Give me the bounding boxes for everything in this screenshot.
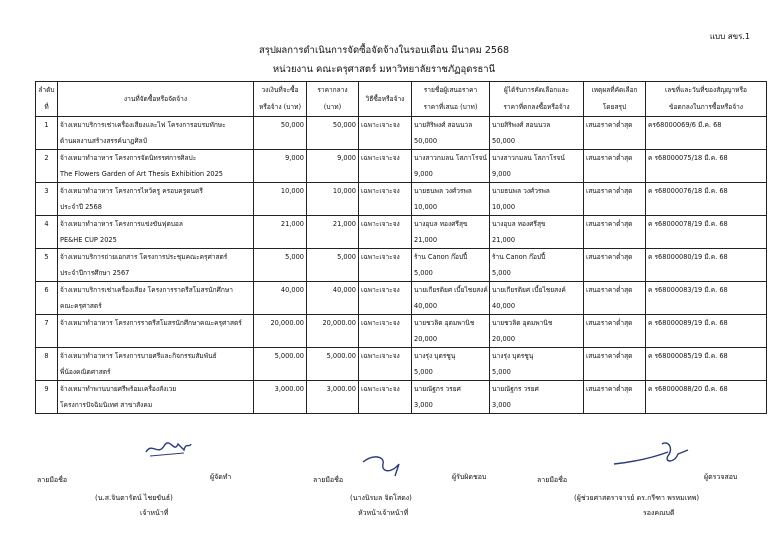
cell-budget-line: 9,000	[285, 154, 304, 162]
cell-median-price	[307, 216, 359, 249]
cell-bidder	[412, 381, 490, 414]
cell-reason-line: เสนอราคาต่ำสุด	[586, 220, 633, 228]
table-row	[36, 381, 767, 414]
cell-item	[58, 315, 254, 348]
cell-method	[359, 315, 412, 348]
cell-winner	[490, 315, 584, 348]
cell-bidder-line: 21,000	[414, 236, 438, 244]
cell-budget-line: 40,000	[280, 286, 304, 294]
cell-item-line: ด้านผลงานสร้างสรรค์นาฏศิลป์	[60, 137, 147, 145]
cell-winner	[490, 381, 584, 414]
header-method: วิธีซื้อหรือจ้าง	[359, 82, 412, 117]
cell-bidder-line: นางสาวกมลน โสภาโรจน์	[414, 154, 487, 162]
cell-bidder-line: 10,000	[414, 203, 438, 211]
cell-contract-line: ค ร68000075/18 มี.ค. 68	[648, 154, 728, 162]
procurement-table	[35, 81, 767, 414]
cell-winner-line: นายเกียรติยศ เบี้ยไชยสงค์	[492, 286, 566, 294]
cell-bidder	[412, 150, 490, 183]
cell-method	[359, 381, 412, 414]
cell-reason-line: เสนอราคาต่ำสุด	[586, 352, 633, 360]
cell-contract	[646, 183, 767, 216]
cell-item	[58, 348, 254, 381]
cell-winner-line: 3,000	[492, 401, 511, 409]
cell-budget	[254, 282, 307, 315]
signature-middle-position: หัวหน้าเจ้าหน้าที่	[358, 509, 409, 517]
cell-winner-line: นายณัฐกร วรยศ	[492, 385, 539, 393]
cell-method-line: เฉพาะเจาะจง	[361, 352, 400, 360]
form-code: แบบ สขร.1	[709, 32, 750, 41]
cell-contract	[646, 348, 767, 381]
cell-item	[58, 282, 254, 315]
cell-budget	[254, 216, 307, 249]
signature-left-scribble	[144, 438, 192, 460]
cell-median-price-line: 40,000	[332, 286, 356, 294]
cell-bidder-line: 3,000	[414, 401, 433, 409]
cell-item-line: จ้างเหมาทำอาหาร โครงการแข่งขันฟุตบอล	[60, 220, 183, 228]
cell-budget	[254, 183, 307, 216]
table-header-row	[36, 82, 767, 117]
cell-contract	[646, 216, 767, 249]
cell-no	[36, 150, 58, 183]
cell-reason	[584, 216, 646, 249]
signature-left-position: เจ้าหน้าที่	[140, 509, 169, 517]
cell-reason-line: เสนอราคาต่ำสุด	[586, 286, 633, 294]
cell-no-line: 5	[44, 253, 49, 261]
cell-budget	[254, 150, 307, 183]
table-row	[36, 315, 767, 348]
cell-contract-line: ค ร68000078/19 มี.ค. 68	[648, 220, 728, 228]
cell-bidder-line: นายชวลิต อุดมพานิช	[414, 319, 475, 327]
cell-winner-line: นางรุ่ง บุตรชูนุ	[492, 352, 534, 360]
signature-right-name: (ผู้ช่วยศาสตราจารย์ ดร.กรีฑา พรหมเทพ)	[574, 494, 700, 502]
cell-item	[58, 150, 254, 183]
cell-no-line: 7	[44, 319, 49, 327]
cell-winner-line: นางอุบล ทองศรีสุข	[492, 220, 546, 228]
cell-winner	[490, 216, 584, 249]
table-row	[36, 249, 767, 282]
cell-item	[58, 381, 254, 414]
signature-left-role: ผู้จัดทำ	[210, 473, 232, 481]
cell-winner-line: 10,000	[492, 203, 516, 211]
cell-winner	[490, 183, 584, 216]
cell-reason	[584, 117, 646, 150]
cell-reason-line: เสนอราคาต่ำสุด	[586, 154, 633, 162]
cell-item-line: The Flowers Garden of Art Thesis Exhibition 2025	[60, 170, 223, 178]
header-no: ลำดับ ที่	[36, 82, 58, 117]
cell-no	[36, 249, 58, 282]
header-winner: ผู้ได้รับการคัดเลือกและ ราคาที่ตกลงซื้อหรือจ้าง	[490, 82, 584, 117]
cell-winner-line: 5,000	[492, 269, 511, 277]
cell-item-line: จ้างเหมาทำอาหาร โครงการจัดนิทรรศการศิลปะ	[60, 154, 197, 162]
cell-no	[36, 348, 58, 381]
cell-bidder-line: 50,000	[414, 137, 438, 145]
cell-budget-line: 5,000.00	[274, 352, 304, 360]
cell-bidder-line: นายเกียรติยศ เบี้ยไชยสงค์	[414, 286, 488, 294]
cell-item-line: พี่น้องคณิตศาสตร์	[60, 368, 111, 376]
signature-middle-role: ผู้รับผิดชอบ	[452, 473, 487, 481]
cell-winner-line: 50,000	[492, 137, 516, 145]
cell-method-line: เฉพาะเจาะจง	[361, 154, 400, 162]
cell-no-line: 9	[44, 385, 49, 393]
header-bidders: รายชื่อผู้เสนอราคา ราคาที่เสนอ (บาท)	[412, 82, 490, 117]
cell-median-price-line: 5,000	[337, 253, 356, 261]
cell-item-line: จ้างเหมาทำอาหาร โครงการราตรีสโมสรนักศึกษาคณะครุศาสตร์	[60, 319, 242, 327]
cell-winner	[490, 282, 584, 315]
cell-no	[36, 381, 58, 414]
cell-bidder-line: 40,000	[414, 302, 438, 310]
cell-contract-line: ค ร68000080/19 มี.ค. 68	[648, 253, 728, 261]
cell-median-price-line: 20,000.00	[322, 319, 356, 327]
cell-budget	[254, 348, 307, 381]
cell-reason	[584, 183, 646, 216]
cell-no-line: 3	[44, 187, 49, 195]
table-row	[36, 183, 767, 216]
cell-reason-line: เสนอราคาต่ำสุด	[586, 121, 633, 129]
cell-median-price	[307, 348, 359, 381]
cell-bidder-line: นายสิริพงศ์ สอนนวล	[414, 121, 473, 129]
cell-reason	[584, 150, 646, 183]
cell-method-line: เฉพาะเจาะจง	[361, 286, 400, 294]
cell-winner	[490, 249, 584, 282]
cell-method	[359, 183, 412, 216]
cell-item-line: จ้างเหมาบริการเช่าเครื่องเสียงและไฟ โครงการอบรมทักษะ	[60, 121, 226, 129]
cell-bidder-line: นายณัฐกร วรยศ	[414, 385, 461, 393]
signature-right-position: รองคณบดี	[643, 509, 675, 517]
cell-median-price	[307, 249, 359, 282]
cell-method	[359, 117, 412, 150]
cell-budget	[254, 381, 307, 414]
table-row	[36, 150, 767, 183]
cell-contract	[646, 249, 767, 282]
cell-no	[36, 315, 58, 348]
cell-median-price	[307, 381, 359, 414]
cell-bidder-line: นางรุ่ง บุตรชูนุ	[414, 352, 456, 360]
cell-budget-line: 5,000	[285, 253, 304, 261]
cell-no	[36, 282, 58, 315]
cell-item	[58, 216, 254, 249]
cell-method-line: เฉพาะเจาะจง	[361, 220, 400, 228]
cell-item-line	[60, 331, 251, 347]
cell-no	[36, 117, 58, 150]
cell-no-line: 4	[44, 220, 49, 228]
cell-method-line: เฉพาะเจาะจง	[361, 187, 400, 195]
document-subtitle: หน่วยงาน คณะครุศาสตร์ มหาวิทยาลัยราชภัฏอุดรธานี	[272, 64, 496, 75]
cell-median-price-line: 10,000	[332, 187, 356, 195]
cell-median-price	[307, 183, 359, 216]
cell-bidder-line: 9,000	[414, 170, 433, 178]
cell-median-price-line: 50,000	[332, 121, 356, 129]
cell-method	[359, 348, 412, 381]
cell-winner	[490, 150, 584, 183]
signature-left-name: (น.ส.จินตารัตน์ ไชยขันธ์)	[95, 494, 173, 502]
cell-no-line: 6	[44, 286, 49, 294]
cell-method-line: เฉพาะเจาะจง	[361, 319, 400, 327]
table-row	[36, 216, 767, 249]
cell-reason	[584, 282, 646, 315]
cell-reason	[584, 381, 646, 414]
cell-no	[36, 216, 58, 249]
cell-bidder-line: 20,000	[414, 335, 438, 343]
signature-middle-label: ลายมือชื่อ	[313, 476, 344, 484]
cell-item-line: จ้างเหมาบริการเช่าเครื่องเสียง โครงการราตรีสโมสรนักศึกษา	[60, 286, 233, 294]
cell-median-price	[307, 282, 359, 315]
header-contract: เลขที่และวันที่ของสัญญาหรือ ข้อตกลงในการซื้อหรือจ้าง	[646, 82, 767, 117]
table-row	[36, 282, 767, 315]
cell-median-price-line: 9,000	[337, 154, 356, 162]
signature-right-label: ลายมือชื่อ	[537, 476, 568, 484]
signature-right-role: ผู้ตรวจสอบ	[704, 473, 738, 481]
cell-method-line: เฉพาะเจาะจง	[361, 385, 400, 393]
cell-budget-line: 20,000.00	[270, 319, 304, 327]
cell-budget-line: 21,000	[280, 220, 304, 228]
cell-item-line: คณะครุศาสตร์	[60, 302, 102, 310]
cell-median-price-line: 21,000	[332, 220, 356, 228]
cell-bidder-line: 5,000	[414, 368, 433, 376]
cell-item-line: จ้างเหมาทำพานบายศรีพร้อมเครื่องสังเวย	[60, 385, 177, 393]
cell-winner-line: นางสาวกมลน โสภาโรจน์	[492, 154, 565, 162]
cell-winner-line: 20,000	[492, 335, 516, 343]
cell-median-price	[307, 315, 359, 348]
cell-bidder-line: นางอุบล ทองศรีสุข	[414, 220, 468, 228]
cell-method-line: เฉพาะเจาะจง	[361, 121, 400, 129]
cell-contract	[646, 117, 767, 150]
cell-reason	[584, 249, 646, 282]
cell-contract-line: ค ร68000088/20 มี.ค. 68	[648, 385, 728, 393]
cell-no-line: 8	[44, 352, 49, 360]
cell-reason-line: เสนอราคาต่ำสุด	[586, 319, 633, 327]
cell-contract-line: ค ร68000076/18 มี.ค. 68	[648, 187, 728, 195]
cell-contract-line: ค ร68000089/19 มี.ค. 68	[648, 319, 728, 327]
cell-bidder	[412, 183, 490, 216]
cell-median-price-line: 5,000.00	[326, 352, 356, 360]
cell-budget-line: 50,000	[280, 121, 304, 129]
cell-item	[58, 183, 254, 216]
cell-contract	[646, 150, 767, 183]
cell-budget	[254, 117, 307, 150]
cell-reason-line: เสนอราคาต่ำสุด	[586, 385, 633, 393]
cell-winner	[490, 348, 584, 381]
cell-no	[36, 183, 58, 216]
table-row	[36, 117, 767, 150]
cell-bidder	[412, 249, 490, 282]
header-reason: เหตุผลที่คัดเลือก โดยสรุป	[584, 82, 646, 117]
cell-winner-line: 9,000	[492, 170, 511, 178]
signature-left-label: ลายมือชื่อ	[37, 476, 68, 484]
cell-method	[359, 249, 412, 282]
header-budget: วงเงินที่จะซื้อ หรือจ้าง (บาท)	[254, 82, 307, 117]
cell-winner-line: นายชวลิต อุดมพานิช	[492, 319, 553, 327]
cell-bidder	[412, 216, 490, 249]
cell-winner-line: 40,000	[492, 302, 516, 310]
cell-contract-line: ค ร68000085/19 มี.ค. 68	[648, 352, 728, 360]
cell-bidder-line: 5,000	[414, 269, 433, 277]
cell-bidder	[412, 282, 490, 315]
signature-right-scribble	[612, 438, 692, 472]
cell-budget-line: 3,000.00	[274, 385, 304, 393]
cell-item-line: จ้างเหมาทำอาหาร โครงการบายศรีและกิจกรรมสัมพันธ์	[60, 352, 217, 360]
cell-winner-line: นายสิริพงศ์ สอนนวล	[492, 121, 551, 129]
cell-method	[359, 216, 412, 249]
cell-contract-line: คร68000069/6 มี.ค. 68	[648, 121, 722, 129]
cell-reason	[584, 348, 646, 381]
cell-bidder	[412, 315, 490, 348]
cell-bidder-line: นายธนพล วงศ์วรพล	[414, 187, 472, 195]
cell-winner-line: 21,000	[492, 236, 516, 244]
cell-no-line: 1	[44, 121, 49, 129]
cell-median-price	[307, 117, 359, 150]
cell-item-line: PE&HE CUP 2025	[60, 236, 117, 244]
cell-median-price-line: 3,000.00	[326, 385, 356, 393]
cell-contract	[646, 282, 767, 315]
cell-budget	[254, 249, 307, 282]
header-item: งานที่จัดซื้อหรือจัดจ้าง	[58, 82, 254, 117]
cell-no-line: 2	[44, 154, 49, 162]
cell-winner-line: 5,000	[492, 368, 511, 376]
cell-contract-line: ค ร68000083/19 มี.ค. 68	[648, 286, 728, 294]
cell-item-line: ประจำปีการศึกษา 2567	[60, 269, 130, 277]
document-title: สรุปผลการดำเนินการจัดซื้อจัดจ้างในรอบเดือน มีนาคม 2568	[258, 45, 510, 56]
cell-bidder-line: ร้าน Canon ก๊อปปี้	[414, 253, 468, 261]
table-row	[36, 348, 767, 381]
cell-bidder	[412, 348, 490, 381]
cell-winner-line: นายธนพล วงศ์วรพล	[492, 187, 550, 195]
cell-winner	[490, 117, 584, 150]
cell-bidder	[412, 117, 490, 150]
cell-contract	[646, 381, 767, 414]
cell-item	[58, 117, 254, 150]
cell-method-line: เฉพาะเจาะจง	[361, 253, 400, 261]
cell-reason	[584, 315, 646, 348]
cell-budget	[254, 315, 307, 348]
cell-contract	[646, 315, 767, 348]
cell-method	[359, 150, 412, 183]
signature-middle-name: (นางนิรมล จิตโสดง)	[350, 494, 412, 502]
cell-method	[359, 282, 412, 315]
cell-item	[58, 249, 254, 282]
cell-item-line: โครงการปัจฉิมนิเทศ สาขาสังคม	[60, 401, 153, 409]
cell-median-price	[307, 150, 359, 183]
header-median-price: ราคากลาง (บาท)	[307, 82, 359, 117]
cell-item-line: จ้างเหมาบริการถ่ายเอกสาร โครงการประชุมคณะครุศาสตร์	[60, 253, 228, 261]
signature-middle-scribble	[355, 452, 415, 482]
cell-budget-line: 10,000	[280, 187, 304, 195]
cell-reason-line: เสนอราคาต่ำสุด	[586, 253, 633, 261]
cell-reason-line: เสนอราคาต่ำสุด	[586, 187, 633, 195]
cell-item-line: ประจำปี 2568	[60, 203, 102, 211]
cell-winner-line: ร้าน Canon ก๊อปปี้	[492, 253, 546, 261]
cell-item-line: จ้างเหมาทำอาหาร โครงการไหว้ครู ครอบครูดนตรี	[60, 187, 203, 195]
